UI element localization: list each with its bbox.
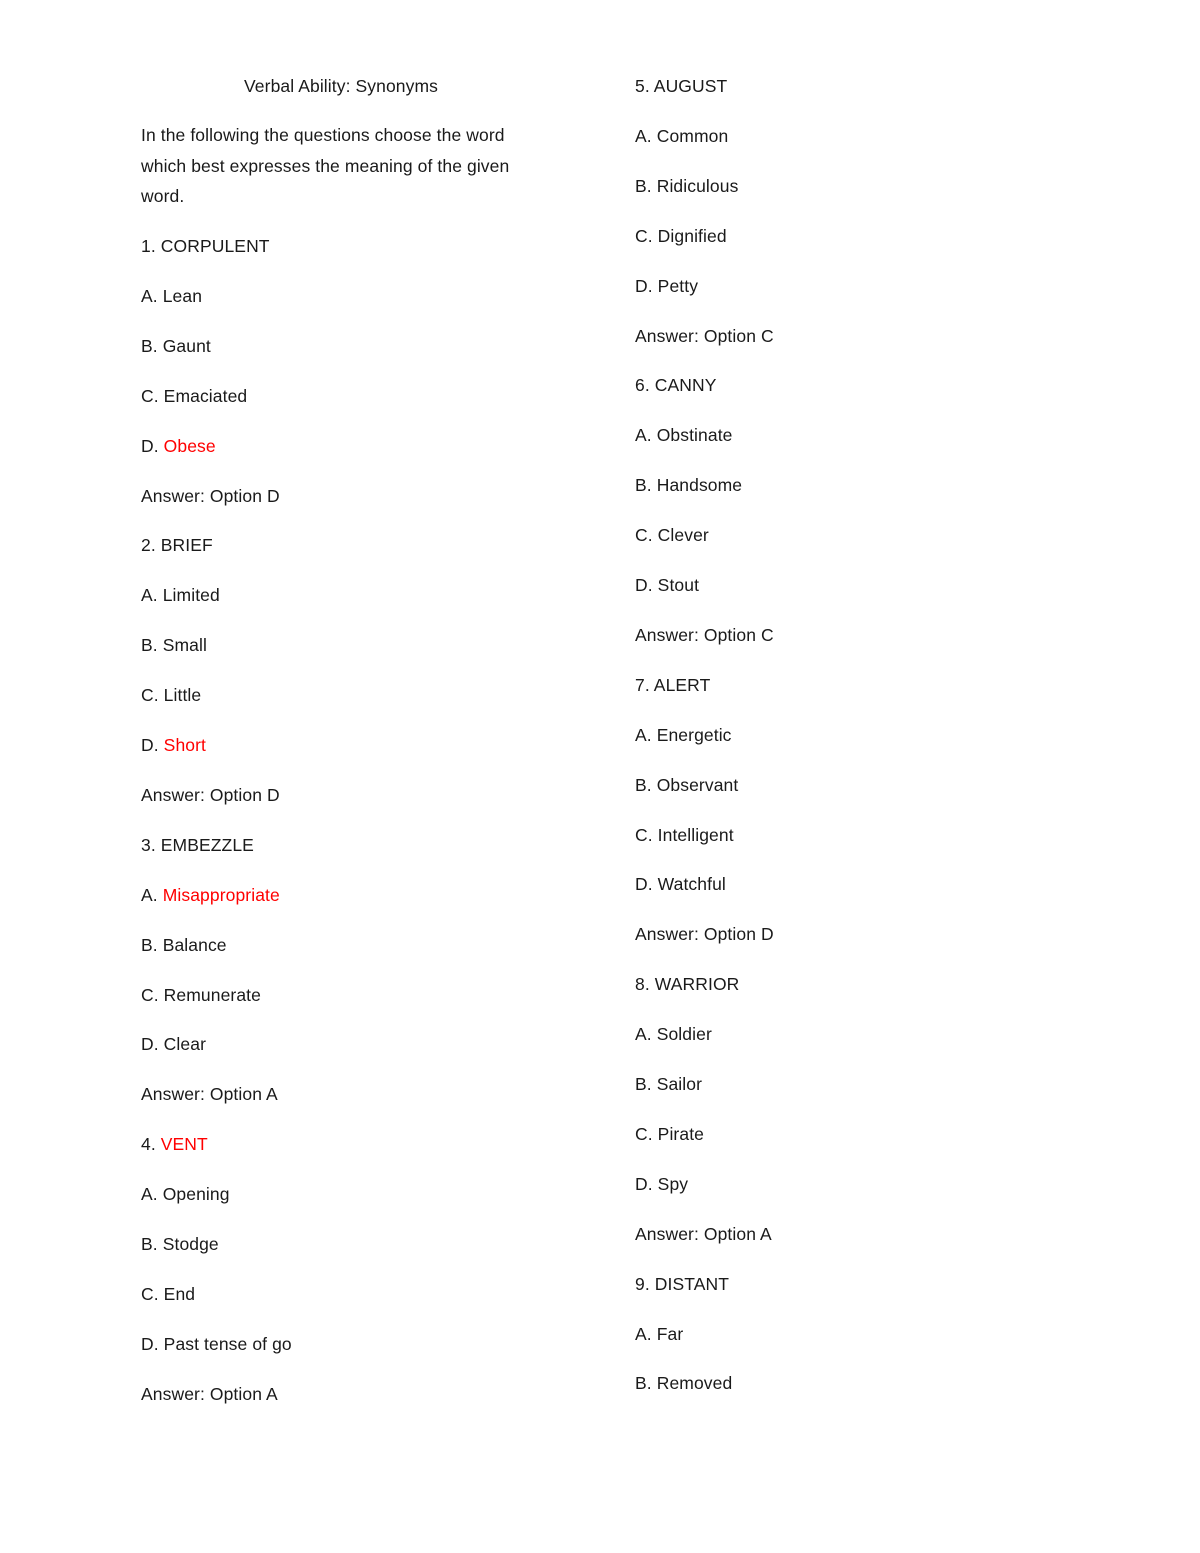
question-4-option-c bbox=[141, 1283, 195, 1305]
question-6-option-b-text: Handsome bbox=[656, 475, 743, 496]
question-4-option-b bbox=[141, 1233, 219, 1255]
question-2-option-b bbox=[141, 634, 207, 656]
question-6-option-b-label: B. bbox=[635, 475, 657, 496]
question-4-option-d bbox=[141, 1333, 292, 1355]
instruction-line-1: In the following the questions choose the word bbox=[141, 125, 505, 145]
question-7 bbox=[635, 674, 710, 696]
question-1-option-a-text: Lean bbox=[162, 285, 203, 306]
question-6-answer: Answer: Option C bbox=[635, 624, 774, 645]
question-7-option-b-label: B. bbox=[635, 774, 657, 795]
question-4-label: 4. bbox=[141, 1134, 161, 1155]
question-6-text: CANNY bbox=[654, 375, 717, 396]
question-2-option-b-text: Small bbox=[162, 635, 207, 656]
question-9-option-a-label: A. bbox=[635, 1323, 657, 1344]
question-1-answer: Answer: Option D bbox=[141, 485, 280, 506]
question-2-option-b-label: B. bbox=[141, 635, 163, 656]
question-7-option-a bbox=[635, 724, 732, 746]
question-3 bbox=[141, 834, 254, 856]
question-5-option-a-label: A. bbox=[635, 125, 657, 146]
question-1-option-c-text: Emaciated bbox=[163, 385, 248, 406]
question-1-option-b-label: B. bbox=[141, 335, 163, 356]
question-7-option-a-label: A. bbox=[635, 724, 657, 745]
question-5-text: AUGUST bbox=[653, 76, 728, 96]
question-3-option-b-label: B. bbox=[141, 934, 163, 955]
question-5-option-b-text: Ridiculous bbox=[656, 175, 739, 196]
question-4-option-d-text: Past tense of go bbox=[163, 1333, 292, 1354]
question-4-option-b-label: B. bbox=[141, 1234, 163, 1254]
question-4-option-c-text: End bbox=[163, 1283, 196, 1304]
question-2-text: BRIEF bbox=[160, 535, 213, 556]
question-5-answer: Answer: Option C bbox=[635, 325, 774, 346]
question-8-option-d bbox=[635, 1173, 688, 1195]
question-7-option-c-label: C. bbox=[635, 824, 658, 845]
question-9 bbox=[635, 1273, 729, 1295]
question-7-option-c bbox=[635, 824, 734, 846]
question-8-option-d-label: D. bbox=[635, 1173, 658, 1194]
question-5-option-d-text: Petty bbox=[657, 275, 699, 296]
question-1-option-c-label: C. bbox=[141, 385, 164, 406]
question-8-option-c-text: Pirate bbox=[657, 1123, 704, 1144]
question-6 bbox=[635, 374, 717, 396]
question-2-option-d-label: D. bbox=[141, 735, 164, 755]
question-6-option-a-label: A. bbox=[635, 425, 657, 446]
question-3-answer: Answer: Option A bbox=[141, 1084, 278, 1105]
question-8-text: WARRIOR bbox=[654, 974, 740, 995]
question-3-option-d bbox=[141, 1033, 206, 1055]
question-7-option-d bbox=[635, 873, 726, 895]
question-3-option-b bbox=[141, 934, 227, 956]
question-4-option-a-text: Opening bbox=[162, 1184, 230, 1205]
question-9-option-b-label: B. bbox=[635, 1373, 657, 1394]
question-2-option-d bbox=[141, 734, 206, 756]
question-1-label: 1. bbox=[141, 236, 161, 256]
question-5-option-c-label: C. bbox=[635, 225, 658, 246]
question-7-option-a-text: Energetic bbox=[656, 724, 732, 745]
question-3-option-c-label: C. bbox=[141, 984, 164, 1005]
question-8-option-b-label: B. bbox=[635, 1074, 657, 1094]
question-4-option-c-label: C. bbox=[141, 1283, 164, 1304]
question-8-label: 8. bbox=[635, 974, 655, 995]
question-4-option-a bbox=[141, 1183, 230, 1205]
question-5-option-a-text: Common bbox=[656, 125, 729, 146]
question-8-answer: Answer: Option A bbox=[635, 1223, 772, 1244]
question-8-option-c-label: C. bbox=[635, 1123, 658, 1144]
question-3-option-d-text: Clear bbox=[163, 1034, 206, 1055]
question-5-option-c-text: Dignified bbox=[657, 225, 727, 246]
question-6-label: 6. bbox=[635, 375, 655, 396]
question-7-option-d-text: Watchful bbox=[657, 874, 726, 895]
question-6-option-d-label: D. bbox=[635, 575, 658, 595]
question-6-option-a-text: Obstinate bbox=[656, 425, 733, 446]
question-8-option-b bbox=[635, 1073, 702, 1095]
question-5-option-d bbox=[635, 275, 698, 297]
question-3-option-d-label: D. bbox=[141, 1034, 164, 1055]
question-6-option-d-text: Stout bbox=[657, 575, 700, 595]
question-7-option-b-text: Observant bbox=[656, 774, 739, 795]
question-6-option-c-label: C. bbox=[635, 525, 658, 546]
question-1-option-d-label: D. bbox=[141, 435, 164, 456]
question-5-label: 5. bbox=[635, 76, 654, 96]
question-2-option-c-text: Little bbox=[163, 685, 202, 706]
question-2-answer: Answer: Option D bbox=[141, 784, 280, 805]
question-4-option-d-label: D. bbox=[141, 1333, 164, 1354]
question-3-option-a bbox=[141, 884, 280, 906]
question-4-answer: Answer: Option A bbox=[141, 1383, 278, 1404]
question-1-option-d-text: Obese bbox=[163, 435, 216, 456]
question-8-option-a-label: A. bbox=[635, 1024, 657, 1045]
question-2-option-a bbox=[141, 584, 220, 606]
question-6-option-d bbox=[635, 574, 699, 596]
question-6-option-c-text: Clever bbox=[657, 525, 709, 546]
question-6-option-a bbox=[635, 424, 733, 446]
question-5-option-b-label: B. bbox=[635, 175, 657, 196]
question-5-option-a bbox=[635, 125, 728, 147]
question-2-option-a-text: Limited bbox=[162, 585, 220, 606]
question-9-option-b bbox=[635, 1372, 732, 1394]
question-3-label: 3. bbox=[141, 834, 161, 855]
question-6-option-b bbox=[635, 474, 742, 496]
question-3-option-c bbox=[141, 984, 261, 1006]
question-8 bbox=[635, 973, 739, 995]
question-5-option-b bbox=[635, 175, 738, 197]
question-7-answer: Answer: Option D bbox=[635, 924, 774, 945]
question-1-option-b bbox=[141, 335, 211, 357]
question-3-option-c-text: Remunerate bbox=[163, 984, 261, 1005]
question-1-option-a-label: A. bbox=[141, 285, 163, 306]
question-9-option-a-text: Far bbox=[656, 1323, 684, 1344]
question-8-option-c bbox=[635, 1123, 704, 1145]
question-1-text: CORPULENT bbox=[160, 236, 270, 256]
question-2-option-a-label: A. bbox=[141, 585, 163, 606]
question-5-option-c bbox=[635, 225, 727, 247]
question-1-option-d bbox=[141, 435, 216, 457]
question-4-option-b-text: Stodge bbox=[162, 1234, 219, 1254]
question-7-option-b bbox=[635, 774, 738, 796]
question-4-option-a-label: A. bbox=[141, 1184, 163, 1205]
instruction-line-3: word. bbox=[141, 186, 185, 206]
question-7-text: ALERT bbox=[653, 674, 711, 695]
question-5 bbox=[635, 75, 727, 97]
question-9-option-b-text: Removed bbox=[656, 1373, 733, 1394]
question-8-option-a bbox=[635, 1023, 712, 1045]
question-4 bbox=[141, 1133, 208, 1155]
question-9-text: DISTANT bbox=[654, 1273, 730, 1294]
question-7-label: 7. bbox=[635, 674, 654, 695]
document-title: Verbal Ability: Synonyms bbox=[244, 76, 439, 96]
question-2 bbox=[141, 534, 213, 556]
question-1-option-b-text: Gaunt bbox=[162, 335, 211, 356]
question-2-option-d-text: Short bbox=[163, 735, 206, 755]
question-2-option-c bbox=[141, 684, 201, 706]
question-7-option-d-label: D. bbox=[635, 874, 658, 895]
question-1-option-c bbox=[141, 385, 247, 407]
question-1 bbox=[141, 235, 270, 257]
question-9-label: 9. bbox=[635, 1273, 655, 1294]
question-9-option-a bbox=[635, 1323, 683, 1345]
question-2-label: 2. bbox=[141, 535, 161, 556]
question-7-option-c-text: Intelligent bbox=[657, 824, 734, 845]
question-6-option-c bbox=[635, 524, 709, 546]
question-2-option-c-label: C. bbox=[141, 685, 164, 706]
question-4-text: VENT bbox=[160, 1134, 208, 1155]
question-3-option-b-text: Balance bbox=[162, 934, 227, 955]
question-1-option-a bbox=[141, 285, 202, 307]
question-3-option-a-label: A. bbox=[141, 884, 163, 905]
question-8-option-d-text: Spy bbox=[657, 1173, 689, 1194]
question-3-option-a-text: Misappropriate bbox=[162, 884, 280, 905]
question-5-option-d-label: D. bbox=[635, 275, 658, 296]
question-3-text: EMBEZZLE bbox=[160, 834, 254, 855]
instruction-line-2: which best expresses the meaning of the given bbox=[141, 156, 510, 176]
question-8-option-b-text: Sailor bbox=[656, 1074, 703, 1094]
question-8-option-a-text: Soldier bbox=[656, 1024, 712, 1045]
